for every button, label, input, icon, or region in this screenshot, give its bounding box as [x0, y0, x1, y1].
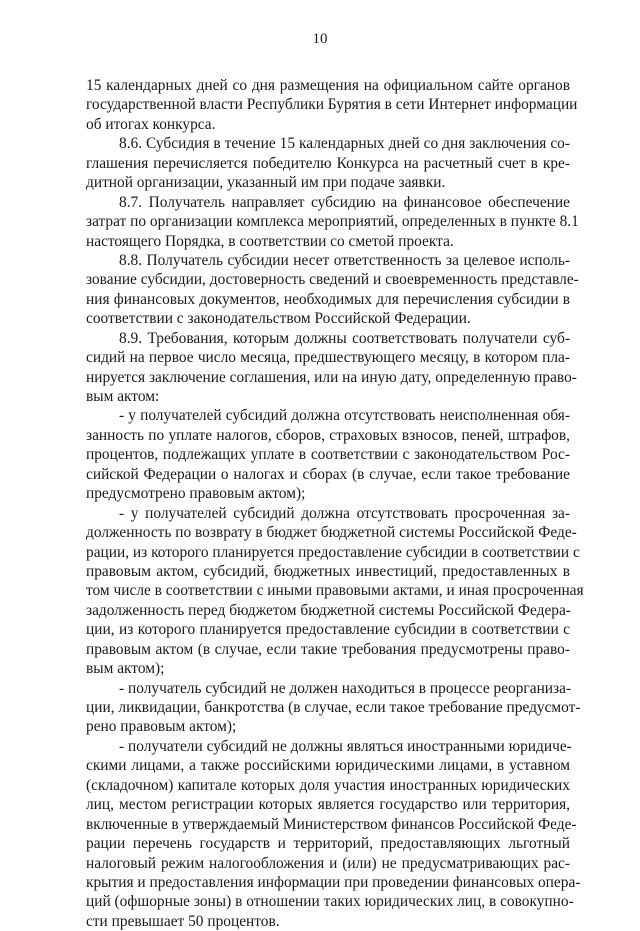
text-line: процентов, подлежащих уплате в соответствии с законодательством Рос-: [86, 446, 570, 464]
text-line: вым актом:: [86, 388, 160, 405]
text-line: - получатели субсидий не должны являться иностранными юридиче-: [119, 737, 572, 755]
text-line: рации, из которого планируется предоставление субсидии в соответствии с: [86, 543, 580, 561]
text-line: государственной власти Республики Бурятия в сети Интернет информации: [86, 96, 578, 114]
text-line: 8.6. Субсидия в течение 15 календарных дней со дня заключения со-: [119, 135, 570, 153]
text-line: соответствии с законодательством Российской Федерации.: [86, 310, 471, 328]
text-line: занность по уплате налогов, сборов, страховых взносов, пеней, штрафов,: [86, 426, 570, 444]
text-line: ции, из которого планируется предоставление субсидии в соответствии с: [86, 621, 570, 639]
text-line: зование субсидии, достоверность сведений и своевременность представле-: [86, 271, 579, 289]
text-line: дитной организации, указанный им при подаче заявки.: [86, 174, 446, 192]
document-body: [86, 76, 584, 931]
text-line: - у получателей субсидий должна отсутствовать просроченная за-: [119, 504, 570, 522]
text-line: вым актом);: [86, 660, 165, 678]
text-line: сийской Федерации о налогах и сборах (в случае, если такое требование: [86, 465, 570, 483]
text-line: том числе в соответствии с иными правовыми актами, и иная просроченная: [86, 582, 584, 600]
text-line: настоящего Порядка, в соответствии со сметой проекта.: [86, 232, 454, 250]
page-number: 10: [312, 31, 328, 47]
text-line: лиц, местом регистрации которых является государство или территория,: [86, 796, 570, 814]
text-line: 8.8. Получатель субсидии несет ответственность за целевое исполь-: [119, 251, 570, 269]
text-line: затрат по организации комплекса мероприятий, определенных в пункте 8.1: [86, 213, 579, 231]
text-line: крытия и предоставления информации при проведении финансовых опера-: [86, 873, 581, 891]
text-line: глашения перечисляется победителю Конкурса на расчетный счет в кре-: [86, 154, 570, 172]
text-line: 8.7. Получатель направляет субсидию на финансовое обеспечение: [119, 193, 570, 211]
text-line: ния финансовых документов, необходимых для перечисления субсидии в: [86, 290, 570, 308]
text-line: задолженность перед бюджетом бюджетной системы Российской Федера-: [86, 601, 571, 619]
text-line: сидий на первое число месяца, предшествующего месяцу, в котором пла-: [86, 349, 570, 367]
text-line: (складочном) капитале которых доля участия иностранных юридических: [86, 776, 570, 794]
text-line: об итогах конкурса.: [86, 115, 216, 133]
text-line: ции, ликвидации, банкротства (в случае, если такое требование предусмот-: [86, 699, 581, 716]
text-line: 8.9. Требования, которым должны соответствовать получатели суб-: [119, 329, 570, 347]
text-line: - получатель субсидий не должен находиться в процессе реорганиза-: [119, 679, 572, 697]
text-line: предусмотрено правовым актом);: [86, 485, 306, 503]
text-line: рено правовым актом);: [86, 718, 237, 736]
text-line: правовым актом, субсидий, бюджетных инвестиций, предоставленных в: [86, 562, 570, 580]
text-line: рации перечень государств и территорий, предоставляющих льготный: [86, 835, 570, 853]
text-line: - у получателей субсидий должна отсутствовать неисполненная обя-: [119, 407, 570, 425]
text-line: долженность по возврату в бюджет бюджетной системы Российской Феде-: [86, 524, 577, 542]
text-line: правовым актом (в случае, если такие требования предусмотрены право-: [86, 640, 570, 658]
text-line: включенные в утверждаемый Министерством финансов Российской Феде-: [86, 815, 577, 833]
text-line: налоговый режим налогообложения и (или) не предусматривающих рас-: [86, 854, 570, 872]
text-line: сти превышает 50 процентов.: [86, 912, 280, 930]
text-line: скими лицами, а также российскими юридическими лицами, в уставном: [86, 757, 570, 775]
text-line: ций (офшорные зоны) в отношении таких юридических лиц, в совокупно-: [86, 893, 574, 911]
text-line: нируется заключение соглашения, или на иную дату, определенную право-: [86, 368, 577, 386]
text-line: 15 календарных дней со дня размещения на официальном сайте органов: [86, 77, 570, 94]
